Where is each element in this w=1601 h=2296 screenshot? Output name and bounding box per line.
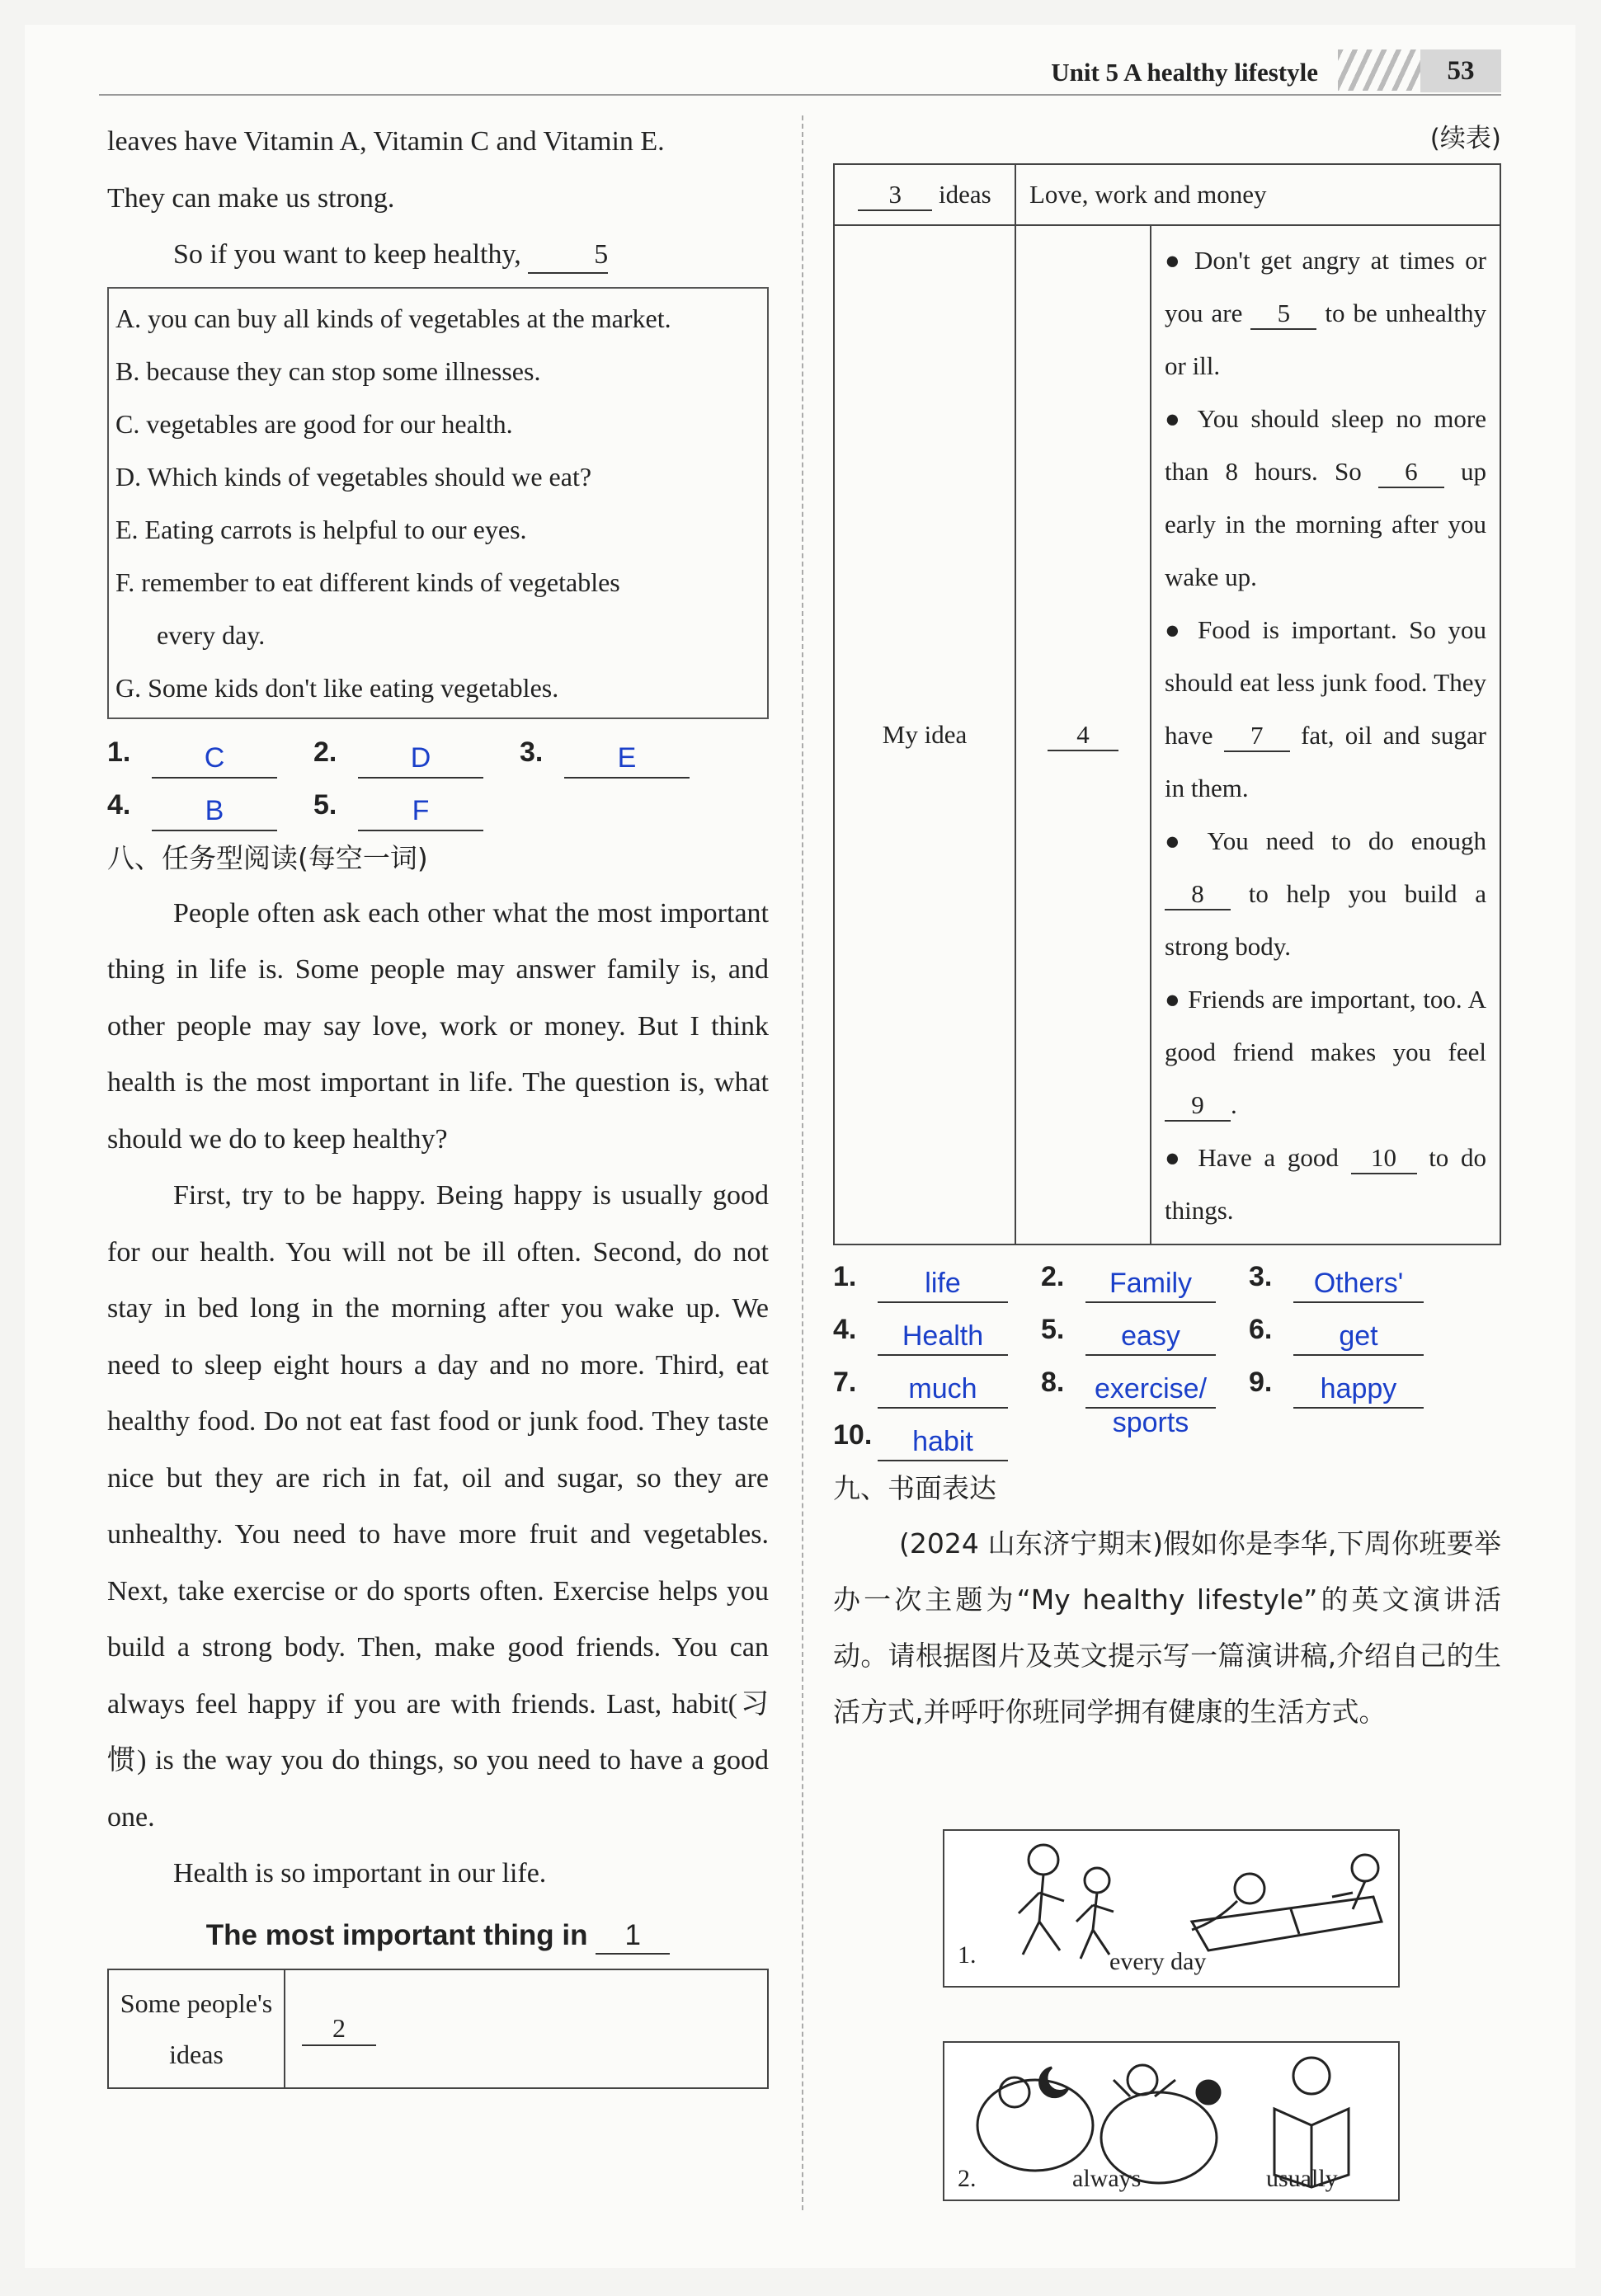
option-b: B. because they can stop some illnesses. [115,355,541,386]
passage-para-2: First, try to be happy. Being happy is usually good for our health. You will not be ill often. Second, do not stay in bed long in the morning after you wake up. We need to sleep eight hours a day and no more. Third, eat healthy food. Do not eat fast food or junk food. They taste nice but they are rich in fat, oil and sugar, so they are unhealthy. You need to have more fruit and vegetables. Next, take exercise or do sports often. Exercise helps you build a strong body. Then, make good friends. You can always feel happy if you are with friends. Last, habit(习惯) is the way you do things, so you need to have a good one. [107,1180,769,1833]
pic2-caption-always: always [1072,2165,1142,2192]
option-f-cont: every day. [157,619,266,650]
answer-row: 10. habit sports [833,1409,1501,1461]
page-header [825,48,1501,97]
bullet-1: ● Don't get angry at times or you are 5 to be unhealthy or ill. [1165,246,1486,380]
blank-2: 2 [302,2012,376,2045]
section-9-title: 九、书面表达 [833,1472,996,1504]
option-a: A. you can buy all kinds of vegetables at the market. [115,303,671,333]
so-line: So if you want to keep healthy, 5 [107,227,769,284]
option-f: F. remember to eat different kinds of vegetables [115,567,620,597]
bullet-3: ● Food is important. So you should eat less junk food. They have 7 fat, oil and sugar in them. [1165,615,1486,802]
my-idea-blank [1015,225,1151,1244]
option-g: G. Some kids don't like eating vegetables. [115,672,559,703]
answer-r10[interactable]: habit [878,1423,1008,1461]
options-box [107,287,769,719]
my-idea-bullets [1151,225,1500,1244]
info-table-continued [833,163,1501,1245]
option-e: E. Eating carrots is helpful to our eyes. [115,514,527,544]
unit-title: Unit 5 A healthy lifestyle [1051,58,1318,87]
answer-r9[interactable]: happy [1293,1371,1424,1409]
picture-2 [943,2041,1400,2201]
bullet-5: ● Friends are important, too. A good friend makes you feel 9 . [1165,973,1486,1132]
header-rule [99,94,1501,96]
bullet-2: ● You should sleep no more than 8 hours. So 6 up early in the morning after you wake up. [1165,404,1487,591]
my-idea-label: My idea [834,225,1015,1244]
table-title: The most important thing in 1 [107,1903,769,1969]
answer-row: 1. life 2. Family 3. Others' [833,1250,1501,1303]
intro-line: leaves have Vitamin A, Vitamin C and Vitamin E. [107,126,665,157]
pic2-caption-usually: usually [1266,2165,1338,2192]
answer-2[interactable]: D [358,740,483,778]
blank-5: 5 [528,238,608,274]
option-d: D. Which kinds of vegetables should we eat? [115,461,592,492]
passage-para-3: Health is so important in our life. [173,1858,547,1889]
blank-3: 3 [858,179,932,211]
right-answers [833,1250,1501,1461]
page-number: 53 [1420,49,1501,92]
answer-row: 4. B 5. F [107,779,769,831]
answer-r4[interactable]: Health [878,1318,1008,1356]
answer-r7[interactable]: much [878,1371,1008,1409]
column-divider [802,115,803,2210]
left-column [107,114,769,2089]
answer-r3[interactable]: Others' [1293,1265,1424,1303]
blank-1: 1 [596,1918,670,1955]
pic1-number: 1. [958,1941,977,1969]
answer-r8-line2: sports [1112,1407,1189,1438]
answer-1[interactable]: C [152,740,277,778]
answer-r1[interactable]: life [878,1265,1008,1303]
row-label: Some people's ideas [108,1969,285,2088]
blank-4: 4 [1048,719,1118,751]
info-table [107,1969,769,2089]
bullet-4: ● You need to do enough 8 to help you build a strong body. [1165,826,1486,961]
right-column [833,114,1501,1740]
picture-1 [943,1829,1400,1988]
answer-r5[interactable]: easy [1085,1318,1216,1356]
section-8-title: 八、任务型阅读(每空一词) [107,841,428,874]
header-stripes [1338,49,1420,91]
ideas-label: 3 ideas [834,164,1015,225]
answer-5[interactable]: F [358,793,483,830]
ideas-value: Love, work and money [1015,164,1500,225]
answer-row: 7. much 8. exercise/ 9. happy [833,1356,1501,1409]
passage-para-1: People often ask each other what the most important thing in life is. Some people may answer family is, and other people may say love, work or money. But I think health is the most important in life. The question is, what should we do to keep healthy? [107,897,769,1155]
pic2-number: 2. [958,2165,977,2192]
intro-line: They can make us strong. [107,182,395,214]
continued-label: (续表) [1429,124,1501,153]
option-c: C. vegetables are good for our health. [115,408,513,439]
answer-3[interactable]: E [564,740,690,778]
answer-4[interactable]: B [152,793,277,830]
answer-r6[interactable]: get [1293,1318,1424,1356]
writing-prompt: (2024 山东济宁期末)假如你是李华,下周你班要举办一次主题为“My healthy lifestyle”的英文演讲活动。请根据图片及英文提示写一篇演讲稿,介绍自己的生活方式,并呼吁你班同学拥有健康的生活方式。 [833,1527,1501,1728]
pic1-caption: every day [1109,1948,1207,1975]
row-value [285,1969,768,2088]
answer-r8[interactable]: exercise/ [1085,1371,1216,1409]
answer-r2[interactable]: Family [1085,1265,1216,1303]
bullet-6: ● Have a good 10 to do things. [1165,1143,1486,1225]
answer-row: 1. C 2. D 3. E [107,726,769,779]
answer-row: 4. Health 5. easy 6. get [833,1303,1501,1356]
